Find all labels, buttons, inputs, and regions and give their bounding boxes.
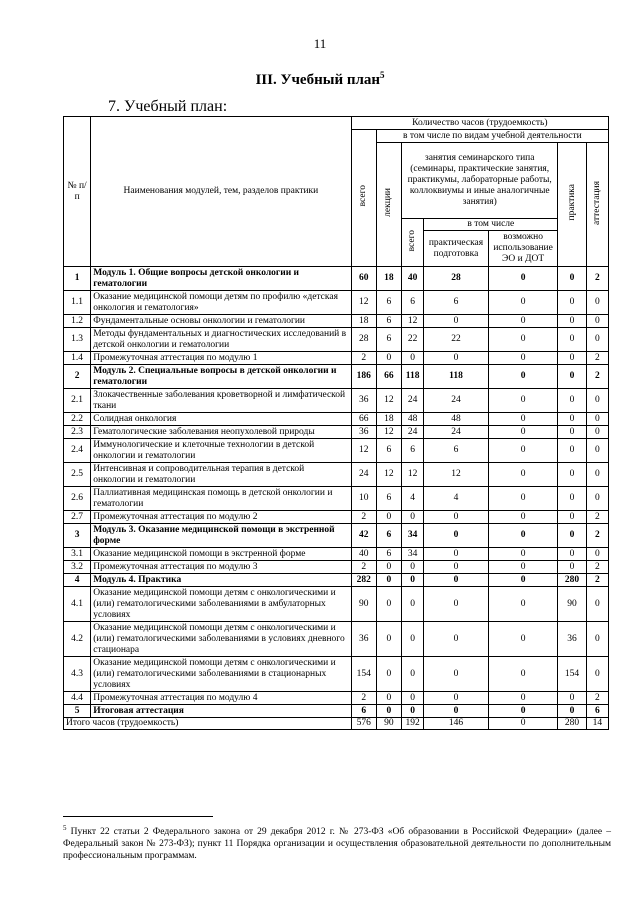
row-value-pr: 280 — [558, 574, 586, 587]
row-name: Модуль 4. Практика — [91, 574, 351, 587]
header-hours: Количество часов (трудоемкость) — [351, 117, 608, 130]
row-value-pr: 0 — [558, 291, 586, 315]
row-value-sem: 24 — [402, 426, 424, 439]
footnote-mark: 5 — [63, 824, 67, 832]
header-lectures — [376, 143, 401, 267]
row-name: Модуль 3. Оказание медицинской помощи в экстренной форме — [91, 524, 351, 548]
row-value-pr: 0 — [558, 439, 586, 463]
row-value-att: 0 — [586, 587, 608, 622]
row-value-eo: 0 — [488, 315, 558, 328]
section-title-footnote-mark: 5 — [380, 70, 385, 80]
table-row — [64, 439, 609, 463]
total-value-pr: 280 — [558, 718, 586, 730]
row-value-total: 186 — [351, 365, 376, 389]
row-value-eo: 0 — [488, 561, 558, 574]
row-code: 2.3 — [64, 426, 91, 439]
plan-heading: 7. Учебный план: — [108, 98, 228, 115]
row-code: 2.1 — [64, 389, 91, 413]
row-name: Гематологические заболевания неопухолевой природы — [91, 426, 351, 439]
row-value-pr: 0 — [558, 561, 586, 574]
footnote-rule — [63, 816, 213, 817]
row-value-sem: 0 — [402, 561, 424, 574]
row-value-eo: 0 — [488, 524, 558, 548]
row-value-pp: 0 — [424, 622, 489, 657]
total-value-att: 14 — [586, 718, 608, 730]
total-value-eo: 0 — [488, 718, 558, 730]
row-value-pr: 154 — [558, 657, 586, 692]
row-name: Паллиативная медицинская помощь в детской онкологии и гематологии — [91, 487, 351, 511]
row-value-lec: 18 — [376, 413, 401, 426]
row-value-pp: 0 — [424, 548, 489, 561]
section-title-text: III. Учебный план — [255, 72, 381, 88]
row-value-pp: 24 — [424, 426, 489, 439]
row-name: Промежуточная аттестация по модулю 3 — [91, 561, 351, 574]
row-value-pr: 0 — [558, 705, 586, 718]
row-value-att: 0 — [586, 487, 608, 511]
table-row — [64, 622, 609, 657]
row-value-lec: 0 — [376, 511, 401, 524]
row-value-lec: 0 — [376, 352, 401, 365]
header-sem-total — [402, 219, 424, 267]
row-value-total: 66 — [351, 413, 376, 426]
row-value-total: 2 — [351, 561, 376, 574]
row-value-sem: 0 — [402, 705, 424, 718]
row-value-sem: 24 — [402, 389, 424, 413]
header-total-label: всего — [358, 185, 369, 207]
row-value-pr: 0 — [558, 352, 586, 365]
header-seminar: занятия семинарского типа (семинары, практические занятия, практикумы, лабораторные работы, коллоквиумы и иные аналогичные занятия) — [402, 143, 558, 219]
row-value-att: 2 — [586, 511, 608, 524]
table-row — [64, 587, 609, 622]
row-name: Оказание медицинской помощи детям с онкологическими и (или) гематологическими заболеваниями в амбулаторных условиях — [91, 587, 351, 622]
row-value-sem: 0 — [402, 587, 424, 622]
total-value-lec: 90 — [376, 718, 401, 730]
row-value-total: 10 — [351, 487, 376, 511]
row-value-eo: 0 — [488, 352, 558, 365]
row-name: Злокачественные заболевания кроветворной и лимфатической ткани — [91, 389, 351, 413]
row-value-total: 154 — [351, 657, 376, 692]
row-code: 3 — [64, 524, 91, 548]
table-row — [64, 291, 609, 315]
total-row — [64, 718, 609, 730]
row-value-pp: 0 — [424, 692, 489, 705]
header-by-type: в том числе по видам учебной деятельности — [376, 130, 608, 143]
row-value-att: 0 — [586, 291, 608, 315]
row-value-pr: 0 — [558, 692, 586, 705]
row-value-sem: 48 — [402, 413, 424, 426]
row-value-eo: 0 — [488, 587, 558, 622]
row-value-total: 18 — [351, 315, 376, 328]
row-value-sem: 0 — [402, 622, 424, 657]
table-row — [64, 267, 609, 291]
row-value-total: 2 — [351, 352, 376, 365]
row-value-lec: 6 — [376, 524, 401, 548]
row-value-pp: 6 — [424, 439, 489, 463]
row-value-lec: 12 — [376, 426, 401, 439]
footnote-text: Пункт 22 статьи 2 Федерального закона от 29 декабря 2012 г. № 273-ФЗ «Об образовании в Российской Федерации» (далее – Федеральный закон № 273-ФЗ); пункт 11 Порядка организации и осуществления образовательной деятельности по дополнительным профессиональным программам. — [63, 827, 611, 862]
row-value-pr: 0 — [558, 524, 586, 548]
row-value-lec: 6 — [376, 548, 401, 561]
row-value-pr: 0 — [558, 328, 586, 352]
row-value-sem: 34 — [402, 548, 424, 561]
row-code: 2 — [64, 365, 91, 389]
row-name: Модуль 1. Общие вопросы детской онкологии и гематологии — [91, 267, 351, 291]
row-value-pp: 0 — [424, 705, 489, 718]
table-row — [64, 426, 609, 439]
row-code: 4 — [64, 574, 91, 587]
row-value-pp: 12 — [424, 463, 489, 487]
row-value-eo: 0 — [488, 439, 558, 463]
row-value-lec: 66 — [376, 365, 401, 389]
row-value-att: 2 — [586, 267, 608, 291]
row-value-total: 24 — [351, 463, 376, 487]
row-value-att: 2 — [586, 561, 608, 574]
row-code: 1.1 — [64, 291, 91, 315]
row-value-eo: 0 — [488, 328, 558, 352]
row-value-eo: 0 — [488, 622, 558, 657]
row-value-att: 0 — [586, 389, 608, 413]
row-value-lec: 6 — [376, 328, 401, 352]
row-value-att: 0 — [586, 315, 608, 328]
curriculum-table-body — [64, 267, 609, 730]
row-value-pp: 0 — [424, 657, 489, 692]
row-value-pp: 28 — [424, 267, 489, 291]
row-code: 2.7 — [64, 511, 91, 524]
header-num: № п/п — [64, 117, 91, 267]
total-label: Итого часов (трудоемкость) — [64, 718, 352, 730]
row-code: 5 — [64, 705, 91, 718]
table-row — [64, 548, 609, 561]
row-code: 3.1 — [64, 548, 91, 561]
row-value-total: 6 — [351, 705, 376, 718]
row-value-lec: 0 — [376, 705, 401, 718]
row-value-eo: 0 — [488, 657, 558, 692]
row-value-eo: 0 — [488, 291, 558, 315]
row-value-sem: 118 — [402, 365, 424, 389]
row-value-pr: 0 — [558, 487, 586, 511]
row-value-att: 0 — [586, 328, 608, 352]
row-name: Оказание медицинской помощи в экстренной форме — [91, 548, 351, 561]
row-value-lec: 0 — [376, 657, 401, 692]
row-value-sem: 6 — [402, 291, 424, 315]
header-practical-training: практическая подготовка — [424, 231, 489, 267]
row-code: 4.2 — [64, 622, 91, 657]
row-name: Оказание медицинской помощи детям с онкологическими и (или) гематологическими заболеваниями в условиях дневного стационара — [91, 622, 351, 657]
row-value-total: 28 — [351, 328, 376, 352]
row-code: 1 — [64, 267, 91, 291]
section-title — [0, 70, 640, 89]
row-value-att: 2 — [586, 365, 608, 389]
row-value-eo: 0 — [488, 426, 558, 439]
row-value-att: 2 — [586, 574, 608, 587]
row-value-sem: 6 — [402, 439, 424, 463]
table-row — [64, 692, 609, 705]
row-value-sem: 0 — [402, 574, 424, 587]
row-value-pp: 22 — [424, 328, 489, 352]
row-value-total: 36 — [351, 426, 376, 439]
curriculum-table — [63, 116, 609, 730]
row-value-att: 0 — [586, 657, 608, 692]
header-name: Наименования модулей, тем, разделов практики — [91, 117, 351, 267]
row-name: Итоговая аттестация — [91, 705, 351, 718]
row-value-eo: 0 — [488, 463, 558, 487]
table-row — [64, 365, 609, 389]
header-incl: в том числе — [424, 219, 558, 231]
row-value-total: 60 — [351, 267, 376, 291]
row-value-sem: 40 — [402, 267, 424, 291]
table-row — [64, 561, 609, 574]
row-value-pr: 0 — [558, 389, 586, 413]
table-row — [64, 487, 609, 511]
total-value-sem: 192 — [402, 718, 424, 730]
row-value-total: 42 — [351, 524, 376, 548]
row-value-pr: 0 — [558, 267, 586, 291]
row-name: Фундаментальные основы онкологии и гематологии — [91, 315, 351, 328]
row-code: 4.4 — [64, 692, 91, 705]
row-value-pp: 4 — [424, 487, 489, 511]
row-name: Солидная онкология — [91, 413, 351, 426]
row-value-total: 36 — [351, 622, 376, 657]
header-total — [351, 130, 376, 267]
row-name: Оказание медицинской помощи детям с онкологическими и (или) гематологическими заболеваниями в стационарных условиях — [91, 657, 351, 692]
row-value-lec: 6 — [376, 487, 401, 511]
table-row — [64, 524, 609, 548]
row-value-pp: 0 — [424, 587, 489, 622]
row-code: 2.6 — [64, 487, 91, 511]
row-value-eo: 0 — [488, 574, 558, 587]
row-value-pr: 0 — [558, 426, 586, 439]
row-value-pr: 0 — [558, 463, 586, 487]
row-value-eo: 0 — [488, 487, 558, 511]
row-value-sem: 12 — [402, 463, 424, 487]
header-attestation-label: аттестация — [591, 180, 602, 225]
row-value-sem: 12 — [402, 315, 424, 328]
row-value-att: 0 — [586, 548, 608, 561]
row-value-pr: 0 — [558, 365, 586, 389]
total-value-pp: 146 — [424, 718, 489, 730]
row-code: 1.4 — [64, 352, 91, 365]
row-value-total: 40 — [351, 548, 376, 561]
row-value-lec: 0 — [376, 622, 401, 657]
row-value-pr: 90 — [558, 587, 586, 622]
row-value-lec: 12 — [376, 389, 401, 413]
row-value-att: 0 — [586, 413, 608, 426]
row-name: Оказание медицинской помощи детям по профилю «детская онкология и гематология» — [91, 291, 351, 315]
row-value-pr: 0 — [558, 511, 586, 524]
row-name: Иммунологические и клеточные технологии в детской онкологии и гематологии — [91, 439, 351, 463]
header-lectures-label: лекции — [383, 188, 394, 217]
total-value-total: 576 — [351, 718, 376, 730]
row-value-total: 2 — [351, 511, 376, 524]
row-name: Методы фундаментальных и диагностических исследований в детской онкологии и гематологии — [91, 328, 351, 352]
row-value-eo: 0 — [488, 548, 558, 561]
row-name: Интенсивная и сопроводительная терапия в детской онкологии и гематологии — [91, 463, 351, 487]
row-value-total: 36 — [351, 389, 376, 413]
row-value-att: 2 — [586, 524, 608, 548]
row-value-total: 282 — [351, 574, 376, 587]
row-value-att: 6 — [586, 705, 608, 718]
row-name: Промежуточная аттестация по модулю 4 — [91, 692, 351, 705]
table-row — [64, 389, 609, 413]
header-practice-label: практика — [566, 184, 577, 221]
row-value-lec: 0 — [376, 587, 401, 622]
row-value-lec: 0 — [376, 692, 401, 705]
row-value-lec: 6 — [376, 315, 401, 328]
row-value-pp: 0 — [424, 574, 489, 587]
row-code: 2.5 — [64, 463, 91, 487]
row-value-pr: 0 — [558, 315, 586, 328]
table-row — [64, 328, 609, 352]
row-code: 3.2 — [64, 561, 91, 574]
header-attestation — [586, 143, 608, 267]
row-value-lec: 6 — [376, 439, 401, 463]
row-value-sem: 0 — [402, 511, 424, 524]
row-value-lec: 18 — [376, 267, 401, 291]
row-value-sem: 0 — [402, 692, 424, 705]
row-code: 4.1 — [64, 587, 91, 622]
row-value-sem: 34 — [402, 524, 424, 548]
row-code: 2.2 — [64, 413, 91, 426]
row-value-pp: 0 — [424, 511, 489, 524]
row-value-att: 0 — [586, 622, 608, 657]
footnote — [63, 822, 611, 862]
row-value-pp: 24 — [424, 389, 489, 413]
row-value-pp: 0 — [424, 352, 489, 365]
row-value-sem: 0 — [402, 657, 424, 692]
row-value-eo: 0 — [488, 692, 558, 705]
row-value-att: 0 — [586, 439, 608, 463]
row-value-eo: 0 — [488, 705, 558, 718]
table-row — [64, 315, 609, 328]
header-sem-total-label: всего — [407, 229, 418, 252]
row-code: 4.3 — [64, 657, 91, 692]
row-code: 1.2 — [64, 315, 91, 328]
row-value-total: 12 — [351, 291, 376, 315]
row-value-pp: 6 — [424, 291, 489, 315]
row-value-eo: 0 — [488, 511, 558, 524]
row-value-lec: 6 — [376, 291, 401, 315]
table-row — [64, 574, 609, 587]
row-name: Модуль 2. Специальные вопросы в детской онкологии и гематологии — [91, 365, 351, 389]
row-value-lec: 0 — [376, 561, 401, 574]
row-value-pr: 0 — [558, 413, 586, 426]
row-name: Промежуточная аттестация по модулю 1 — [91, 352, 351, 365]
row-code: 2.4 — [64, 439, 91, 463]
header-possible-eo: возможно использование ЭО и ДОТ — [488, 231, 558, 267]
row-value-total: 2 — [351, 692, 376, 705]
row-value-lec: 12 — [376, 463, 401, 487]
row-value-att: 2 — [586, 352, 608, 365]
row-value-att: 2 — [586, 692, 608, 705]
row-value-lec: 0 — [376, 574, 401, 587]
row-value-pp: 48 — [424, 413, 489, 426]
table-row — [64, 705, 609, 718]
row-value-eo: 0 — [488, 267, 558, 291]
row-value-att: 0 — [586, 463, 608, 487]
table-row — [64, 511, 609, 524]
row-code: 1.3 — [64, 328, 91, 352]
table-row — [64, 463, 609, 487]
row-value-pp: 0 — [424, 561, 489, 574]
row-value-total: 12 — [351, 439, 376, 463]
row-value-eo: 0 — [488, 365, 558, 389]
row-value-att: 0 — [586, 426, 608, 439]
row-value-eo: 0 — [488, 389, 558, 413]
row-value-total: 90 — [351, 587, 376, 622]
row-value-sem: 0 — [402, 352, 424, 365]
table-row — [64, 657, 609, 692]
row-value-eo: 0 — [488, 413, 558, 426]
table-row — [64, 413, 609, 426]
row-value-sem: 4 — [402, 487, 424, 511]
row-value-pp: 0 — [424, 524, 489, 548]
row-value-pp: 118 — [424, 365, 489, 389]
row-value-sem: 22 — [402, 328, 424, 352]
row-value-pr: 36 — [558, 622, 586, 657]
page-number: 11 — [313, 36, 327, 51]
row-value-pp: 0 — [424, 315, 489, 328]
table-row — [64, 352, 609, 365]
row-value-pr: 0 — [558, 548, 586, 561]
row-name: Промежуточная аттестация по модулю 2 — [91, 511, 351, 524]
header-practice — [558, 143, 586, 267]
